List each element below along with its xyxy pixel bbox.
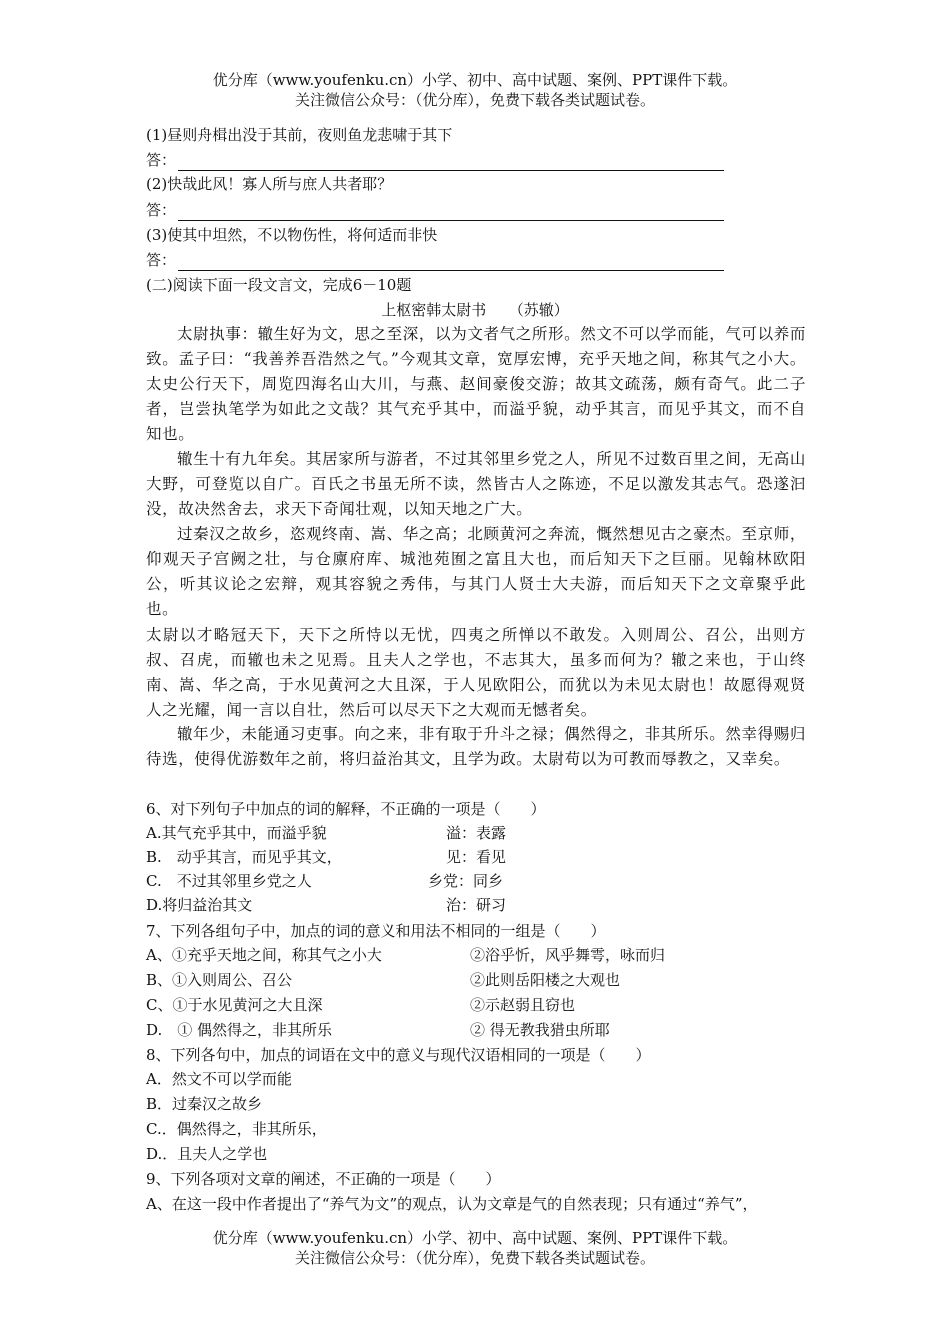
answer-line-1[interactable] — [146, 149, 724, 171]
passage-paragraph-1: 太尉执事：辙生好为文，思之至深，以为文者气之所形。然文不可以学而能，气可以养而致。孟子曰：“我善养吾浩然之气。”今观其文章，宽厚宏博，充乎天地之间，称其气之小大。太史公行天下，周览四海名山大川，与燕、赵间豪俊交游；故其文疏荡，颇有奇气。此二子者，岂尝执笔学为如此之文哉？其气充乎其中，而溢乎貌，动乎其言，而见乎其文，而不自知也。 — [146, 325, 806, 443]
option-gloss: 乡党：同乡 — [428, 872, 504, 890]
option-text: D.．且夫人之学也 — [146, 1145, 268, 1163]
question-7-option-c[interactable] — [146, 994, 806, 1018]
option-text-2: ②浴乎忻，风乎舞雩，咏而归 — [470, 946, 666, 964]
option-text: B．过秦汉之故乡 — [146, 1095, 263, 1113]
question-6-option-b[interactable] — [146, 846, 806, 870]
answer-blank[interactable] — [178, 155, 724, 171]
answer-line-2[interactable] — [146, 199, 724, 221]
option-text: B. 动乎其言，而见乎其文， — [146, 848, 342, 866]
question-8-stem: 8、下列各句中，加点的词语在文中的意义与现代汉语相同的一项是（ ） — [146, 1046, 651, 1064]
question-8-option-d[interactable] — [146, 1143, 806, 1167]
question-8-option-b[interactable] — [146, 1093, 806, 1117]
footer-line-2: 关注微信公众号：（优分库），免费下载各类试题试卷。 — [294, 1249, 655, 1267]
question-7-option-b[interactable] — [146, 969, 806, 993]
header-line-1: 优分库（www.youfenku.cn）小学、初中、高中试题、案例、PPT课件下载。 — [212, 71, 738, 89]
question-6-stem: 6、对下列句子中加点的词的解释，不正确的一项是（ ） — [146, 800, 546, 818]
section-heading: (二)阅读下面一段文言文，完成6－10题 — [146, 276, 412, 294]
answer-label: 答： — [146, 151, 177, 169]
option-gloss: 治：研习 — [446, 896, 507, 914]
translate-item-2: (2)快哉此风！寡人所与庶人共者耶？ — [146, 175, 393, 193]
option-text: A.其气充乎其中，而溢乎貌 — [146, 824, 327, 842]
option-text: D.将归益治其文 — [146, 896, 253, 914]
option-text: A、在这一段中作者提出了“养气为文”的观点，认为文章是气的自然表现；只有通过“养气”， — [146, 1195, 758, 1213]
question-6-option-d[interactable] — [146, 894, 806, 918]
option-text: D. ① 偶然得之，非其所乐 — [146, 1021, 333, 1039]
option-text: A．然文不可以学而能 — [146, 1070, 292, 1088]
option-gloss: 溢：表露 — [446, 824, 507, 842]
question-6-option-c[interactable] — [146, 870, 806, 894]
header-line-2: 关注微信公众号：（优分库），免费下载各类试题试卷。 — [294, 91, 655, 109]
option-text: C.．偶然得之，非其所乐， — [146, 1120, 327, 1138]
translate-item-1: (1)昼则舟楫出没于其前，夜则鱼龙悲啸于其下 — [146, 126, 453, 144]
option-text-2: ②示赵弱且窃也 — [470, 996, 576, 1014]
question-8-option-a[interactable] — [146, 1068, 806, 1092]
question-8-option-c[interactable] — [146, 1118, 806, 1142]
option-gloss: 见：看见 — [446, 848, 507, 866]
answer-blank[interactable] — [178, 255, 724, 271]
option-text-2: ② 得无教我猎虫所耶 — [470, 1021, 610, 1039]
question-7-stem: 7、下列各组句子中，加点的词的意义和用法不相同的一组是（ ） — [146, 922, 606, 940]
answer-label: 答： — [146, 251, 177, 269]
option-text-2: ②此则岳阳楼之大观也 — [470, 971, 621, 989]
question-9-stem: 9、下列各项对文章的阐述，不正确的一项是（ ） — [146, 1170, 501, 1188]
translate-item-3: (3)使其中坦然，不以物伤性，将何适而非快 — [146, 226, 438, 244]
option-text: C、①于水见黄河之大且深 — [146, 996, 323, 1014]
passage-paragraph-4: 太尉以才略冠天下，天下之所恃以无忧，四夷之所惮以不敢发。入则周公、召公，出则方叔、召虎，而辙也未之见焉。且夫人之学也，不志其大，虽多而何为？辙之来也，于山终南、嵩、华之高，于水见黄河之大且深，于人见欧阳公，而犹以为未见太尉也！故愿得观贤人之光耀，闻一言以自壮，然后可以尽天下之大观而无憾者矣。 — [146, 626, 806, 719]
passage-paragraph-2: 辙生十有九年矣。其居家所与游者，不过其邻里乡党之人，所见不过数百里之间，无高山大野，可登览以自广。百氏之书虽无所不读，然皆古人之陈迹，不足以激发其志气。恐遂汩没，故决然舍去，求天下奇闻壮观，以知天地之广大。 — [146, 450, 806, 518]
question-6-option-a[interactable] — [146, 822, 806, 846]
question-7-option-a[interactable] — [146, 944, 806, 968]
answer-label: 答： — [146, 201, 177, 219]
option-text: B、①入则周公、召公 — [146, 971, 293, 989]
answer-blank[interactable] — [178, 205, 724, 221]
passage-paragraph-5: 辙年少，未能通习吏事。向之来，非有取于升斗之禄；偶然得之，非其所乐。然幸得赐归待选，使得优游数年之前，将归益治其文，且学为政。太尉苟以为可教而辱教之，又幸矣。 — [146, 725, 806, 768]
option-text: C. 不过其邻里乡党之人 — [146, 872, 312, 890]
passage-title: 上枢密韩太尉书 （苏辙） — [381, 301, 569, 319]
passage-paragraph-3: 过秦汉之故乡，恣观终南、嵩、华之高；北顾黄河之奔流，慨然想见古之豪杰。至京师，仰观天子宫阙之壮，与仓廪府库、城池苑囿之富且大也，而后知天下之巨丽。见翰林欧阳公，听其议论之宏辩，观其容貌之秀伟，与其门人贤士大夫游，而后知天下之文章聚乎此也。 — [146, 525, 806, 618]
answer-line-3[interactable] — [146, 249, 724, 271]
option-text: A、①充乎天地之间，称其气之小大 — [146, 946, 382, 964]
question-9-option-a[interactable] — [146, 1193, 806, 1217]
question-7-option-d[interactable] — [146, 1019, 806, 1043]
footer-line-1: 优分库（www.youfenku.cn）小学、初中、高中试题、案例、PPT课件下载。 — [212, 1229, 738, 1247]
